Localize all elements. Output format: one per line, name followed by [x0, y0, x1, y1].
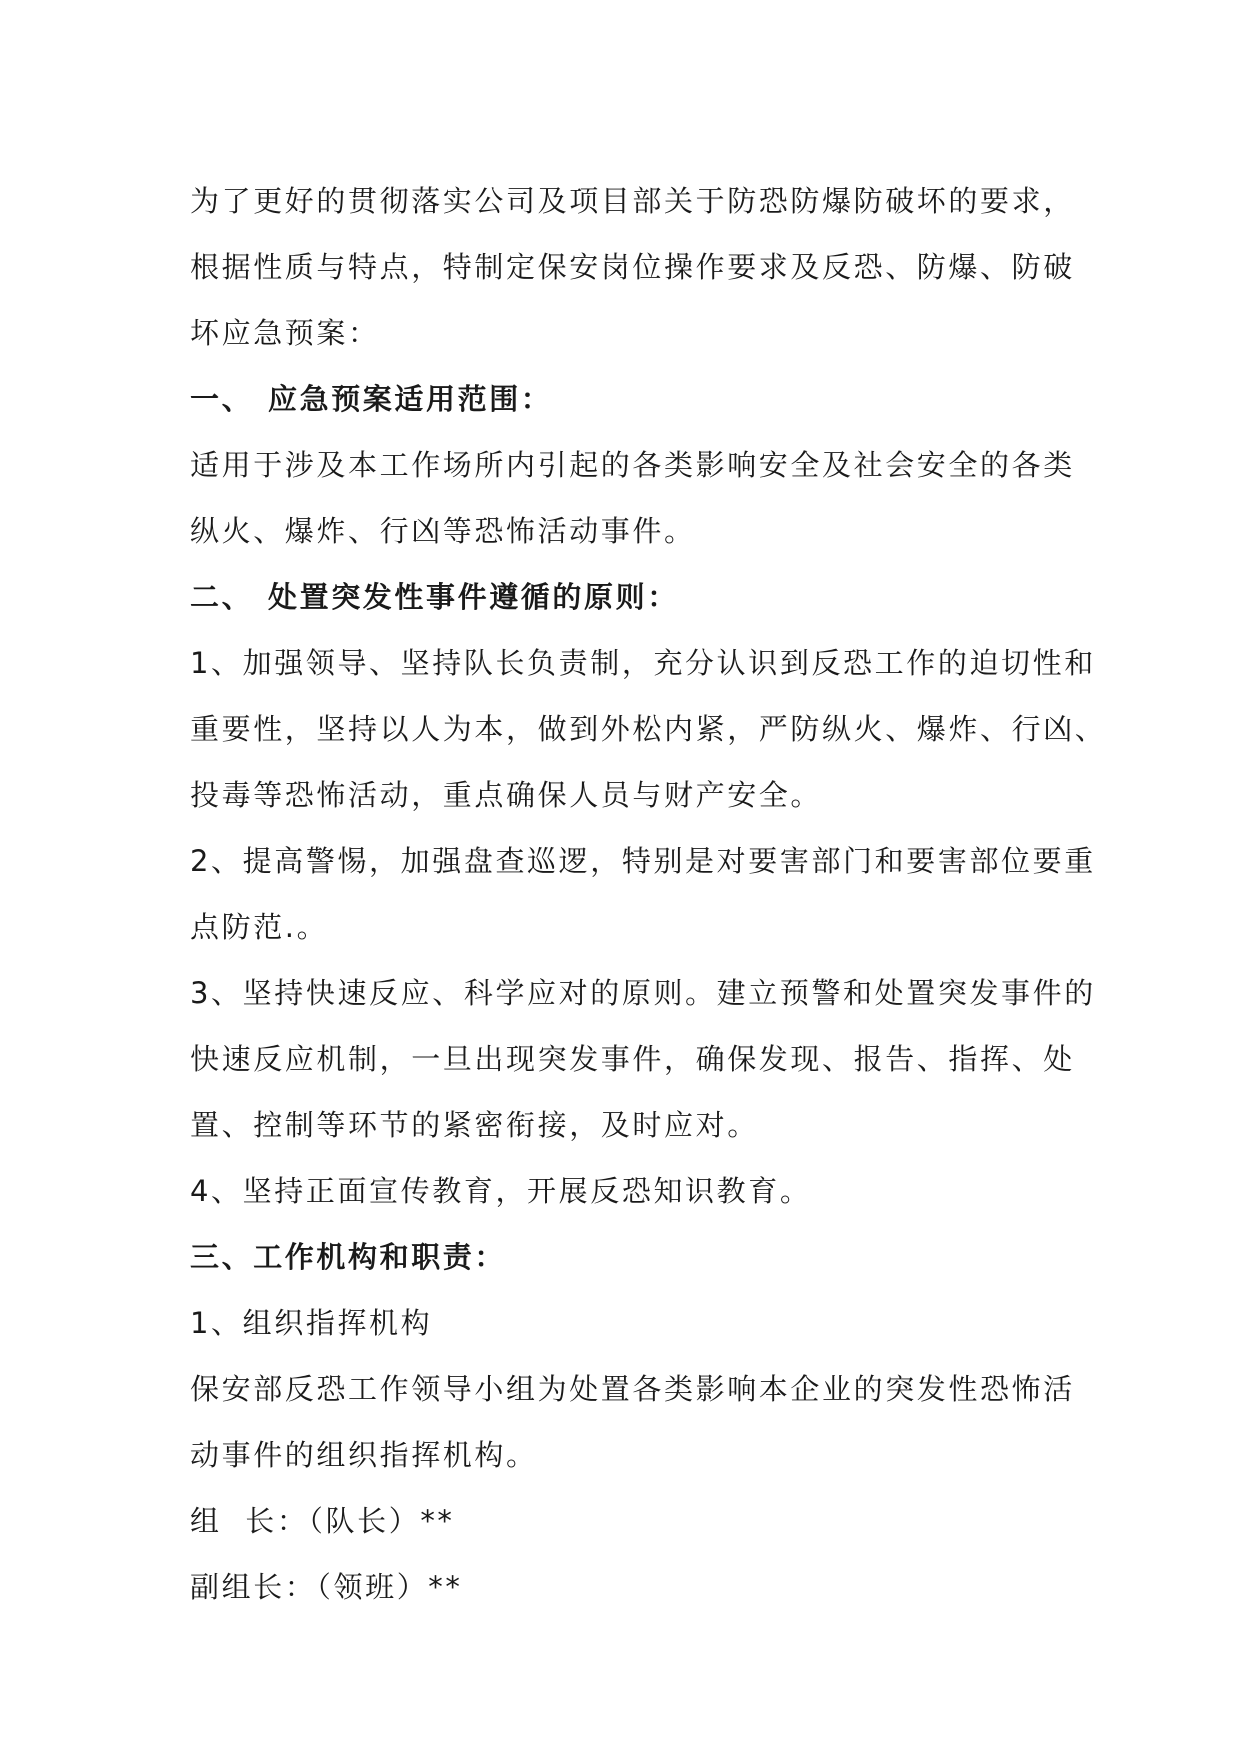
paragraph-line: 3、坚持快速反应、科学应对的原则。建立预警和处置突发事件的 — [190, 976, 1096, 1010]
section-heading-1 — [190, 366, 1080, 432]
section-number: 二、 — [190, 580, 254, 614]
team-leader-line: 组 长：（队长）** — [190, 1504, 455, 1538]
section-title: 处置突发性事件遵循的原则： — [268, 580, 679, 614]
paragraph-line: 动事件的组织指挥机构。 — [190, 1438, 538, 1472]
paragraph-line: 适用于涉及本工作场所内引起的各类影响安全及社会安全的各类 — [190, 448, 1075, 482]
paragraph-line: 纵火、爆炸、行凶等恐怖活动事件。 — [190, 514, 696, 548]
paragraph-line: 坏应急预案： — [190, 316, 380, 350]
paragraph-line: 1、组织指挥机构 — [190, 1306, 433, 1340]
paragraph-line: 4、坚持正面宣传教育，开展反恐知识教育。 — [190, 1174, 812, 1208]
paragraph-line: 快速反应机制，一旦出现突发事件，确保发现、报告、指挥、处 — [190, 1042, 1075, 1076]
section-heading-2 — [190, 564, 1080, 630]
paragraph-line: 置、控制等环节的紧密衔接，及时应对。 — [190, 1108, 759, 1142]
paragraph-line: 根据性质与特点，特制定保安岗位操作要求及反恐、防爆、防破 — [190, 250, 1075, 284]
paragraph-line: 2、提高警惕，加强盘查巡逻，特别是对要害部门和要害部位要重 — [190, 844, 1096, 878]
section-number: 一、 — [190, 382, 254, 416]
paragraph-line: 为了更好的贯彻落实公司及项目部关于防恐防爆防破坏的要求， — [190, 184, 1075, 218]
paragraph-line: 投毒等恐怖活动，重点确保人员与财产安全。 — [190, 778, 823, 812]
document-body — [190, 168, 1107, 1620]
paragraph-line: 重要性，坚持以人为本，做到外松内紧，严防纵火、爆炸、行凶、 — [190, 712, 1107, 746]
paragraph-line: 保安部反恐工作领导小组为处置各类影响本企业的突发性恐怖活 — [190, 1372, 1075, 1406]
section-title: 应急预案适用范围： — [268, 382, 553, 416]
paragraph-line: 点防范.。 — [190, 910, 329, 944]
paragraph-line: 1、加强领导、坚持队长负责制，充分认识到反恐工作的迫切性和 — [190, 646, 1096, 680]
section-heading-3: 三、工作机构和职责： — [190, 1240, 507, 1274]
deputy-leader-line: 副组长：（领班）** — [190, 1570, 463, 1604]
